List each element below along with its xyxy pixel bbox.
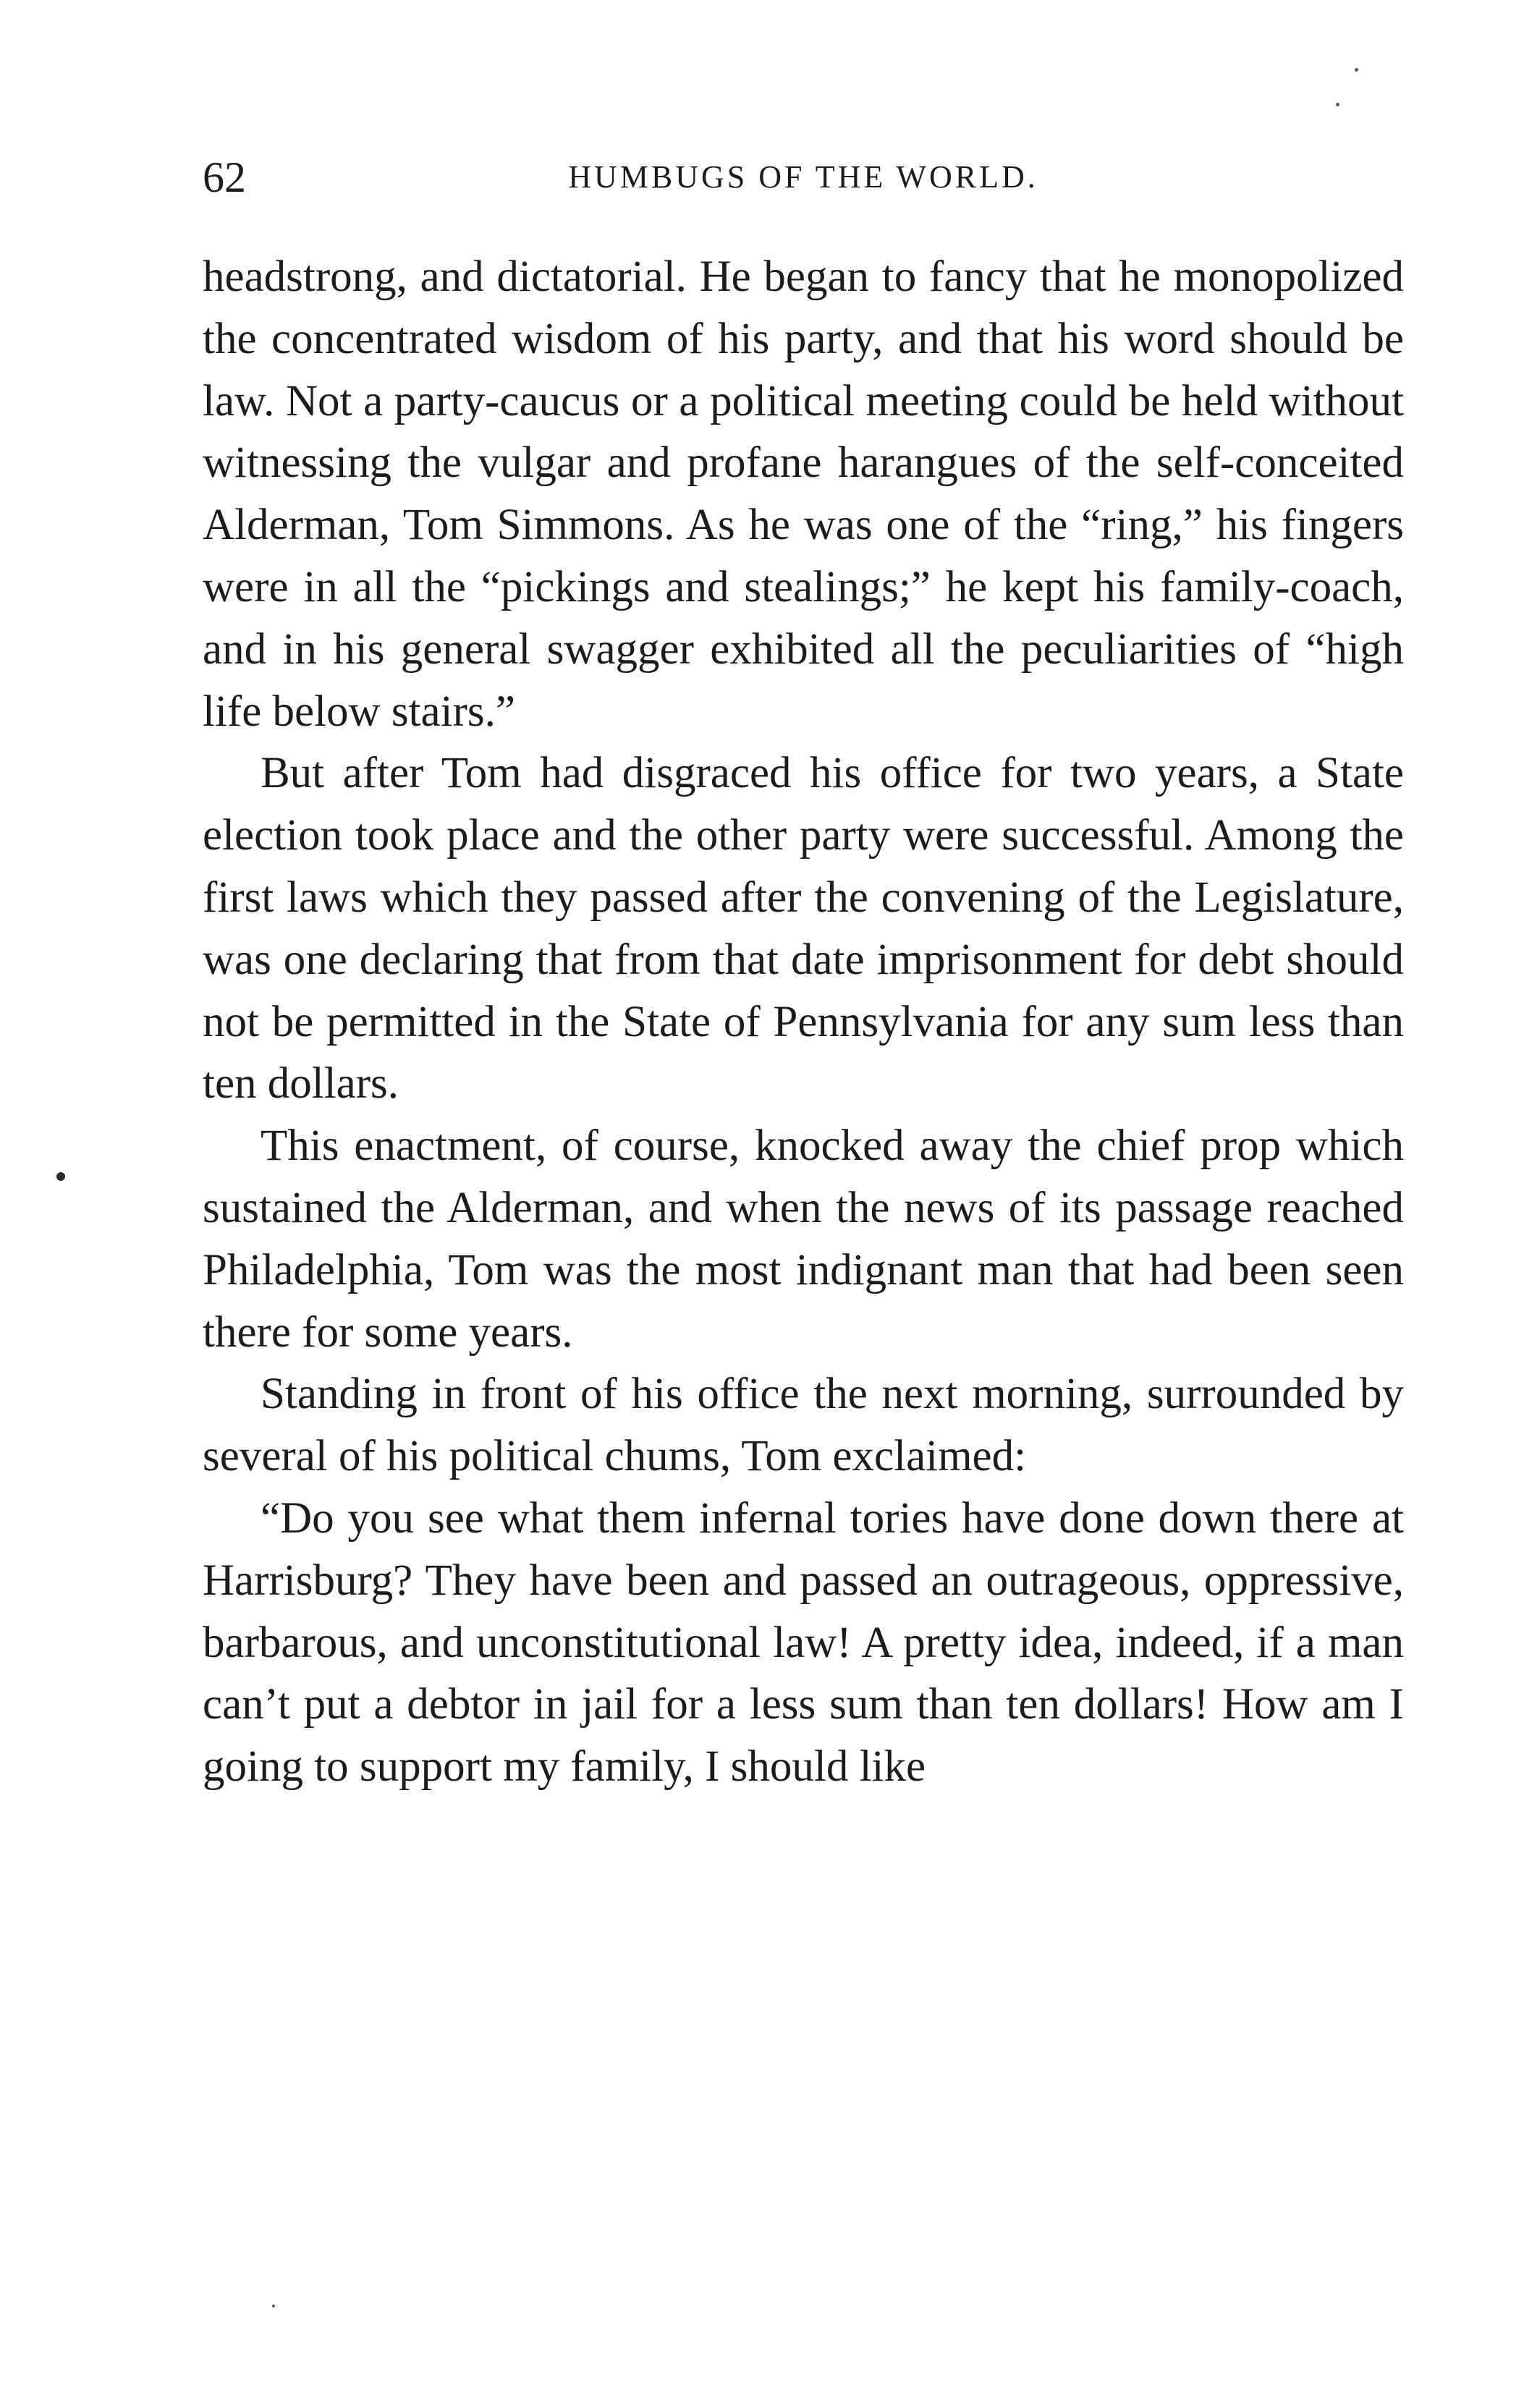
body-text — [203, 246, 1404, 1798]
margin-ink-dot — [56, 1172, 65, 1181]
page-header — [203, 148, 1404, 206]
paragraph-continued: headstrong, and dictatorial. He began to fancy that he monopolized the concentrated wisdom of his party, and that his word should be law. Not a party-caucus or a political meeting could be held without witnessing the vulgar and profane harangues of the self-conceited Alderman, Tom Simmons. As he was one of the “ring,” his fingers were in all the “pickings and stealings;” he kept his family-coach, and in his general swagger exhibited all the peculiarities of “high life below stairs.” — [203, 253, 1404, 736]
paragraph: Standing in front of his office the next morning, surrounded by several of his political chums, Tom exclaimed: — [203, 1370, 1404, 1481]
paragraph: This enactment, of course, knocked away the chief prop which sustained the Alderman, and when the news of its passage reached Philadelphia, Tom was the most indignant man that had been seen there for some years. — [203, 1122, 1404, 1357]
running-title: HUMBUGS OF THE WORLD. — [568, 159, 1038, 195]
paragraph: But after Tom had disgraced his office for two years, a State election took place and the other party were successful. Among the first laws which they passed after the convening of the Legislature, was one declaring that from that date imprisonment for debt should not be permitted in the State of Pennsylvania for any sum less than ten dollars. — [203, 749, 1404, 1108]
scan-speck — [1355, 68, 1358, 72]
page-number: 62 — [203, 153, 246, 201]
paragraph-quote: “Do you see what them infernal tories have done down there at Harrisburg? They have been and passed an outrageous, oppressive, barbarous, and unconstitutional law! A pretty idea, indeed, if a man can’t put a debtor in jail for a less sum than ten dollars! How am I going to support my family, I should like — [203, 1493, 1404, 1792]
scan-speck — [272, 2305, 275, 2307]
scan-speck — [1336, 103, 1339, 106]
